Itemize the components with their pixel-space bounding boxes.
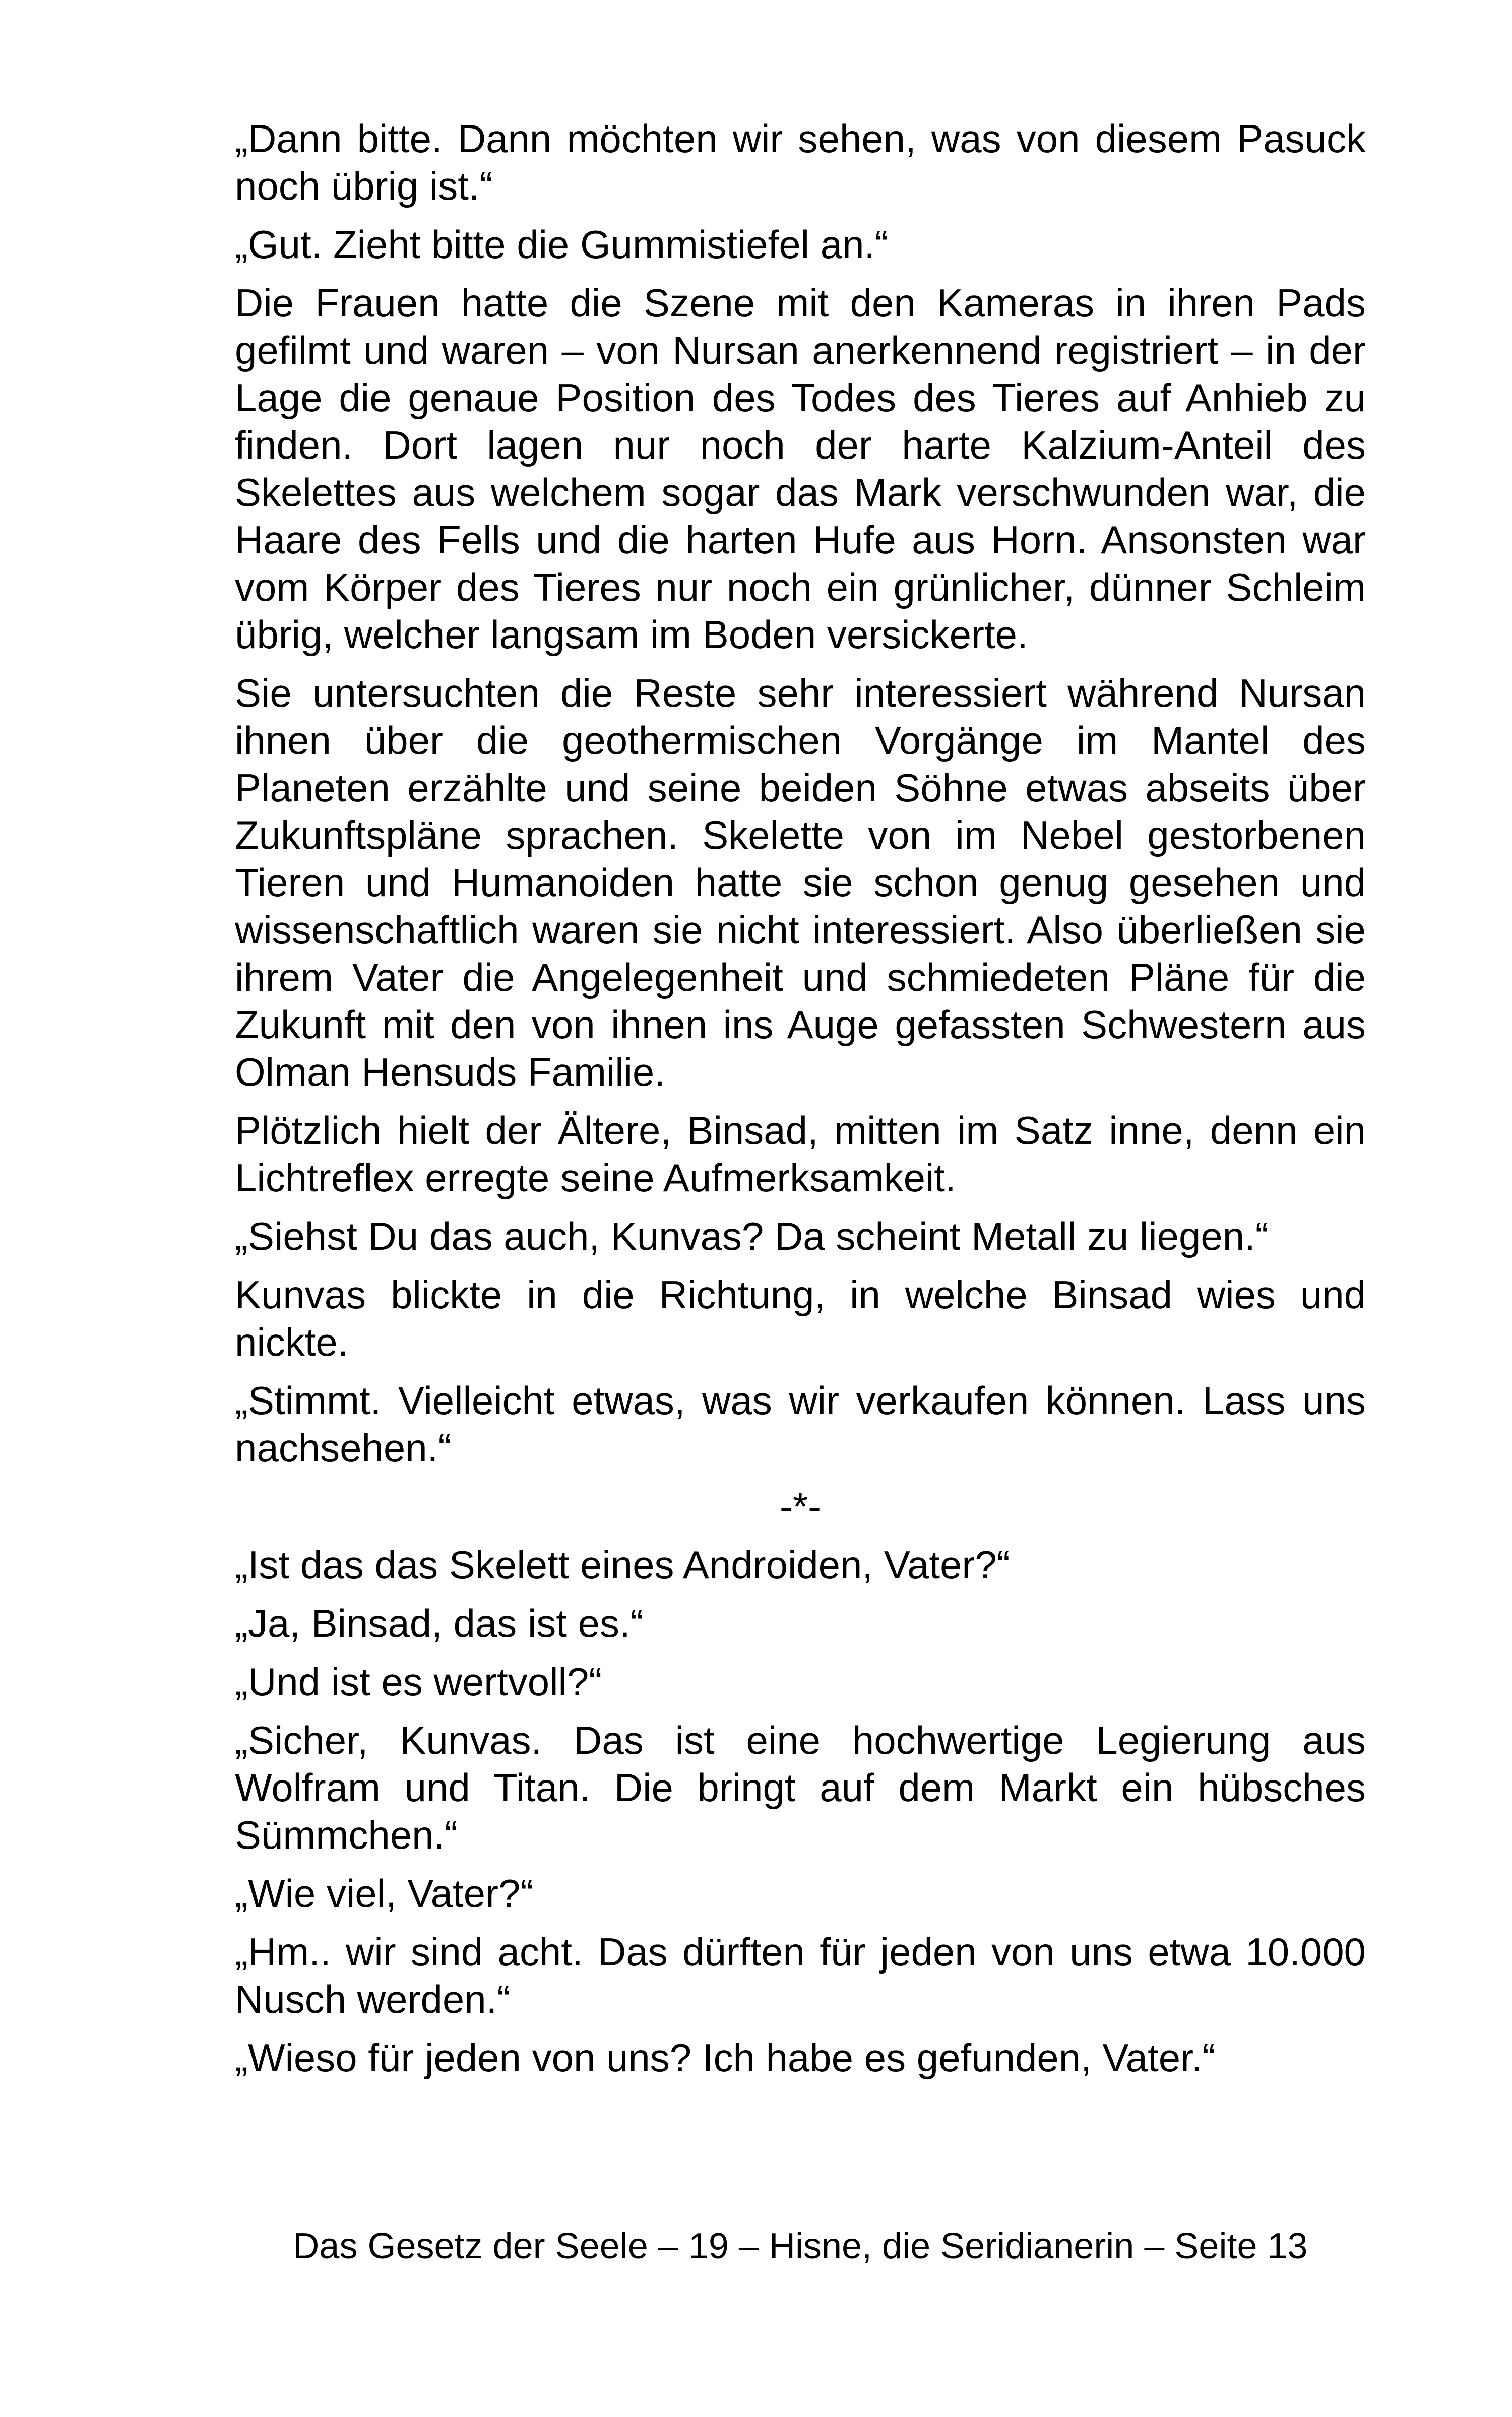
paragraph: „Stimmt. Vielleicht etwas, was wir verkaufen können. Lass uns nachsehen.“ xyxy=(235,1378,1366,1470)
paragraph: „Wie viel, Vater?“ xyxy=(235,1871,534,1916)
paragraph: „Sicher, Kunvas. Das ist eine hochwertige Legierung aus Wolfram und Titan. Die bringt auf dem Markt ein hübsches Sümmchen.“ xyxy=(235,1718,1366,1857)
paragraph: „Hm.. wir sind acht. Das dürften für jeden von uns etwa 10.000 Nusch werden.“ xyxy=(235,1930,1366,2021)
paragraph: „Ist das das Skelett eines Androiden, Vater?“ xyxy=(235,1543,1010,1587)
paragraph: Die Frauen hatte die Szene mit den Kameras in ihren Pads gefilmt und waren – von Nursan anerkennend registriert – in der Lage die genaue Position des Todes des Tieres auf Anhieb zu finden. Dort lagen nur noch der harte Kalzium-Anteil des Skelettes aus welchem sogar das Mark verschwunden war, die Haare des Fells und die harten Hufe aus Horn. Ansonsten war vom Körper des Tieres nur noch ein grünlicher, dünner Schleim übrig, welcher langsam im Boden versickerte. xyxy=(235,281,1366,657)
paragraph: „Ja, Binsad, das ist es.“ xyxy=(235,1601,644,1645)
paragraph: Kunvas blickte in die Richtung, in welche Binsad wies und nickte. xyxy=(235,1273,1366,1364)
paragraph: „Siehst Du das auch, Kunvas? Da scheint Metall zu liegen.“ xyxy=(235,1214,1269,1258)
paragraph: „Und ist es wertvoll?“ xyxy=(235,1660,602,1704)
paragraph: „Wieso für jeden von uns? Ich habe es gefunden, Vater.“ xyxy=(235,2036,1216,2080)
paragraph: Plötzlich hielt der Ältere, Binsad, mitten im Satz inne, denn ein Lichtreflex erregte seine Aufmerksamkeit. xyxy=(235,1108,1366,1200)
paragraph: Sie untersuchten die Reste sehr interessiert während Nursan ihnen über die geothermischen Vorgänge im Mantel des Planeten erzählte und seine beiden Söhne etwas abseits über Zukunftspläne sprachen. Skelette von im Nebel gestorbenen Tieren und Humanoiden hatte sie schon genug gesehen und wissenschaftlich waren sie nicht interessiert. Also überließen sie ihrem Vater die Angelegenheit und schmiedeten Pläne für die Zukunft mit den von ihnen ins Auge gefassten Schwestern aus Olman Hensuds Familie. xyxy=(235,671,1366,1094)
body-text xyxy=(235,115,1366,2092)
paragraph: „Gut. Zieht bitte die Gummistiefel an.“ xyxy=(235,222,889,267)
page-footer: Das Gesetz der Seele – 19 – Hisne, die Seridianerin – Seite 13 xyxy=(293,2226,1308,2266)
paragraph: „Dann bitte. Dann möchten wir sehen, was von diesem Pasuck noch übrig ist.“ xyxy=(235,116,1366,208)
section-separator: -*- xyxy=(779,1484,822,1529)
